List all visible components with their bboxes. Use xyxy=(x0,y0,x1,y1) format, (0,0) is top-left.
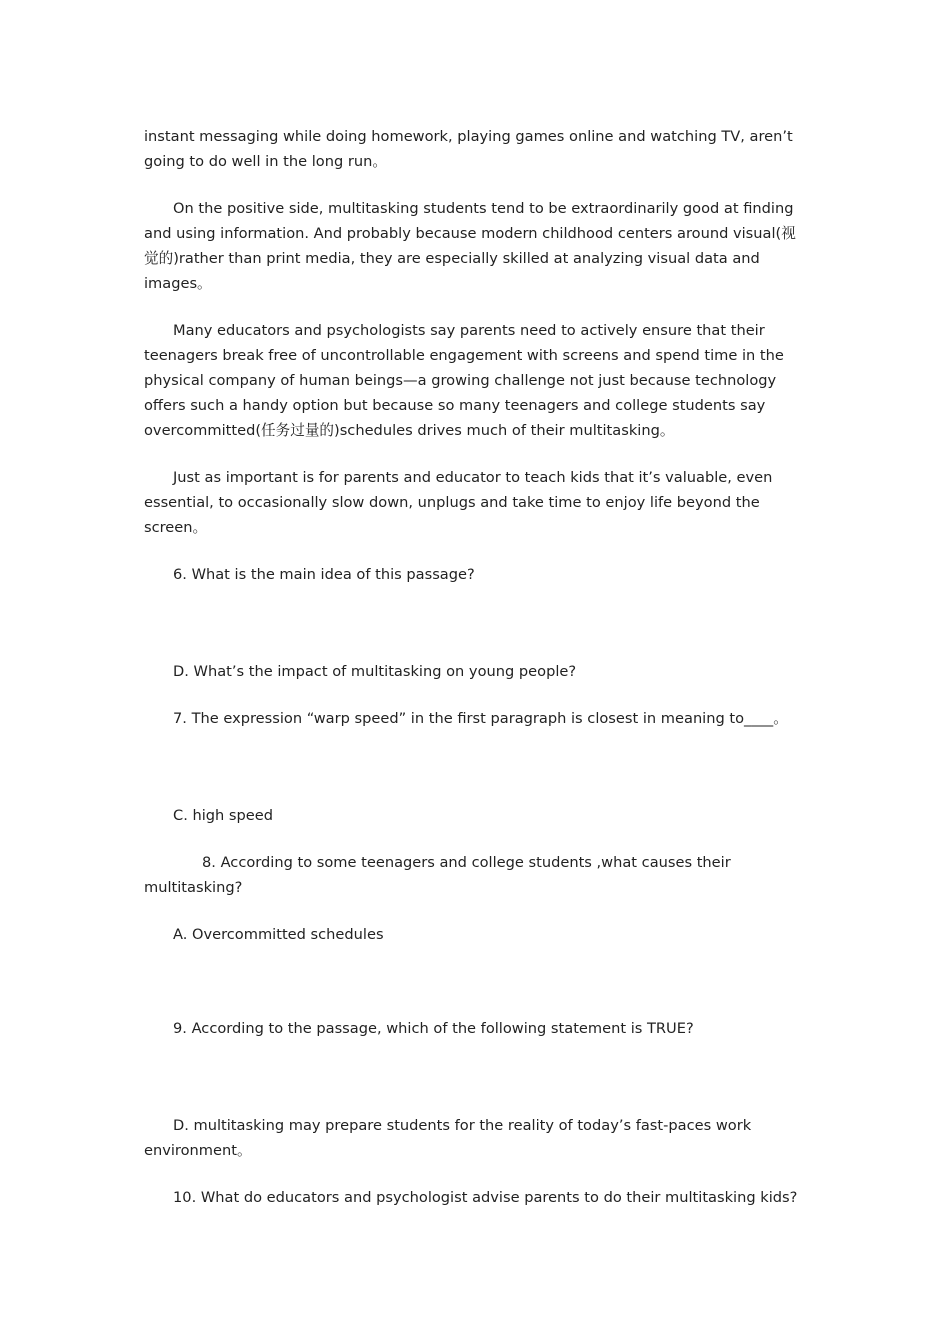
question-6: 6. What is the main idea of this passage? xyxy=(173,566,475,583)
question-9: 9. According to the passage, which of the following statement is TRUE? xyxy=(173,1020,694,1037)
question-7: 7. The expression “warp speed” in the first paragraph is closest in meaning to____。 xyxy=(173,710,788,727)
question-8: 8. According to some teenagers and college students ,what causes their multitasking? xyxy=(144,854,731,896)
paragraph-continuation: instant messaging while doing homework, playing games online and watching TV, aren’t going to do well in the long run。 xyxy=(144,128,793,170)
paragraph-educators-advice: Many educators and psychologists say parents need to actively ensure that their teenagers break free of uncontrollable engagement with screens and spend time in the physical company of human beings—a growing challenge not just because technology offers such a handy option but because so many teenagers and college students say overcommitted(任务过量的)schedules drives much of their multitasking。 xyxy=(144,322,784,439)
question-8-answer: A. Overcommitted schedules xyxy=(173,926,384,943)
paragraph-slow-down: Just as important is for parents and educator to teach kids that it’s valuable, even essential, to occasionally slow down, unplugs and take time to enjoy life beyond the screen。 xyxy=(144,469,773,536)
paragraph-positive-side: On the positive side, multitasking students tend to be extraordinarily good at finding and using information. And probably because modern childhood centers around visual(视觉的)rather than print media, they are especially skilled at analyzing visual data and images。 xyxy=(144,200,796,292)
document-page xyxy=(144,124,806,1210)
question-7-answer: C. high speed xyxy=(173,807,274,824)
question-9-answer: D. multitasking may prepare students for the reality of today’s fast-paces work environment。 xyxy=(144,1117,752,1159)
question-6-answer: D. What’s the impact of multitasking on young people? xyxy=(173,663,577,680)
question-10: 10. What do educators and psychologist advise parents to do their multitasking kids? xyxy=(173,1189,798,1206)
